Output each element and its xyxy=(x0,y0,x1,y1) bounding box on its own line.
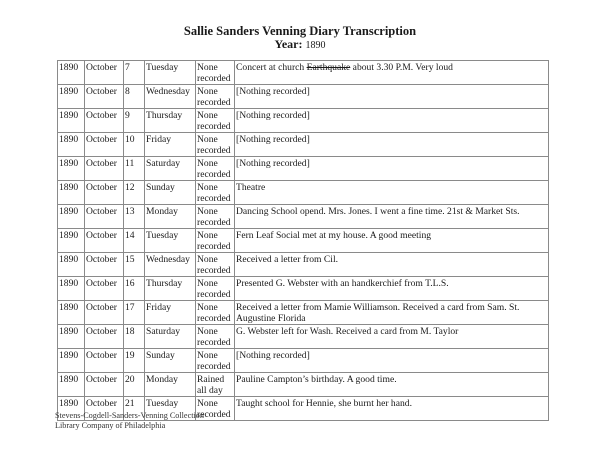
weather-cell: None recorded xyxy=(196,277,235,301)
month-cell: October xyxy=(85,373,124,397)
entry-cell xyxy=(235,61,549,85)
day-cell: 15 xyxy=(124,253,145,277)
month-cell: October xyxy=(85,349,124,373)
day-cell: 7 xyxy=(124,61,145,85)
day-cell: 17 xyxy=(124,301,145,325)
year-cell: 1890 xyxy=(58,229,85,253)
day-cell: 14 xyxy=(124,229,145,253)
month-cell: October xyxy=(85,181,124,205)
weekday-cell: Monday xyxy=(145,373,196,397)
day-cell: 18 xyxy=(124,325,145,349)
table-row xyxy=(58,205,549,229)
weekday-cell: Monday xyxy=(145,205,196,229)
document-subtitle xyxy=(0,38,600,52)
year-cell: 1890 xyxy=(58,349,85,373)
weather-cell: None recorded xyxy=(196,229,235,253)
entry-cell: Taught school for Hennie, she burnt her hand. xyxy=(235,397,549,421)
day-cell: 9 xyxy=(124,109,145,133)
month-cell: October xyxy=(85,229,124,253)
entry-cell: [Nothing recorded] xyxy=(235,157,549,181)
table-row xyxy=(58,61,549,85)
table-row xyxy=(58,85,549,109)
year-cell: 1890 xyxy=(58,109,85,133)
weather-cell: None recorded xyxy=(196,133,235,157)
day-cell: 21 xyxy=(124,397,145,421)
day-cell: 19 xyxy=(124,349,145,373)
table-row xyxy=(58,229,549,253)
struck-text: Earthquake xyxy=(306,62,351,73)
year-cell: 1890 xyxy=(58,181,85,205)
year-cell: 1890 xyxy=(58,301,85,325)
entry-cell: G. Webster left for Wash. Received a card from M. Taylor xyxy=(235,325,549,349)
weather-cell: None recorded xyxy=(196,157,235,181)
weekday-cell: Saturday xyxy=(145,157,196,181)
weekday-cell: Sunday xyxy=(145,349,196,373)
entry-cell: Received a letter from Mamie Williamson. Received a card from Sam. St. Augustine Florida xyxy=(235,301,549,325)
diary-table xyxy=(57,60,549,421)
weather-cell: None recorded xyxy=(196,301,235,325)
document-title: Sallie Sanders Venning Diary Transcription xyxy=(183,24,417,38)
entry-cell: Presented G. Webster with an handkerchief from T.L.S. xyxy=(235,277,549,301)
month-cell: October xyxy=(85,301,124,325)
entry-text: about 3.30 P.M. Very loud xyxy=(350,62,453,73)
weather-cell: None recorded xyxy=(196,61,235,85)
weather-cell: None recorded xyxy=(196,253,235,277)
entry-text: Concert at church xyxy=(236,62,307,73)
library-name: Library Company of Philadelphia xyxy=(55,421,166,430)
table-row xyxy=(58,157,549,181)
entry-cell: Theatre xyxy=(235,181,549,205)
entry-cell: Pauline Campton’s birthday. A good time. xyxy=(235,373,549,397)
weekday-cell: Friday xyxy=(145,133,196,157)
month-cell: October xyxy=(85,397,124,421)
year-cell: 1890 xyxy=(58,373,85,397)
weather-cell: None recorded xyxy=(196,109,235,133)
weekday-cell: Thursday xyxy=(145,109,196,133)
weather-cell: None recorded xyxy=(196,85,235,109)
day-cell: 8 xyxy=(124,85,145,109)
year-cell: 1890 xyxy=(58,397,85,421)
entry-cell: [Nothing recorded] xyxy=(235,349,549,373)
year-cell: 1890 xyxy=(58,205,85,229)
weekday-cell: Tuesday xyxy=(145,397,196,421)
month-cell: October xyxy=(85,325,124,349)
day-cell: 16 xyxy=(124,277,145,301)
month-cell: October xyxy=(85,85,124,109)
year-cell: 1890 xyxy=(58,277,85,301)
weather-cell: None recorded xyxy=(196,349,235,373)
table-row xyxy=(58,277,549,301)
table-row xyxy=(58,325,549,349)
table-row xyxy=(58,253,549,277)
weather-cell: None recorded xyxy=(196,325,235,349)
table-row xyxy=(58,349,549,373)
day-cell: 20 xyxy=(124,373,145,397)
table-row xyxy=(58,133,549,157)
weekday-cell: Sunday xyxy=(145,181,196,205)
entry-cell: Dancing School opend. Mrs. Jones. I went a fine time. 21st & Market Sts. xyxy=(235,205,549,229)
weekday-cell: Wednesday xyxy=(145,253,196,277)
weekday-cell: Saturday xyxy=(145,325,196,349)
month-cell: October xyxy=(85,157,124,181)
collection-credit xyxy=(55,411,204,431)
weather-cell: None recorded xyxy=(196,397,235,421)
weekday-cell: Wednesday xyxy=(145,85,196,109)
entry-cell: Fern Leaf Social met at my house. A good meeting xyxy=(235,229,549,253)
entry-cell: [Nothing recorded] xyxy=(235,85,549,109)
weather-cell: Rained all day xyxy=(196,373,235,397)
month-cell: October xyxy=(85,61,124,85)
month-cell: October xyxy=(85,205,124,229)
year-cell: 1890 xyxy=(58,325,85,349)
year-value: 1890 xyxy=(305,40,326,51)
month-cell: October xyxy=(85,109,124,133)
weather-cell: None recorded xyxy=(196,205,235,229)
table-row xyxy=(58,301,549,325)
weather-cell: None recorded xyxy=(196,181,235,205)
year-label: Year: xyxy=(274,37,303,51)
table-row xyxy=(58,373,549,397)
month-cell: October xyxy=(85,253,124,277)
year-cell: 1890 xyxy=(58,157,85,181)
day-cell: 11 xyxy=(124,157,145,181)
day-cell: 13 xyxy=(124,205,145,229)
weekday-cell: Thursday xyxy=(145,277,196,301)
weekday-cell: Tuesday xyxy=(145,229,196,253)
weekday-cell: Tuesday xyxy=(145,61,196,85)
table-row xyxy=(58,109,549,133)
month-cell: October xyxy=(85,277,124,301)
year-cell: 1890 xyxy=(58,133,85,157)
collection-name: Stevens-Cogdell-Sanders-Venning Collection xyxy=(55,411,204,420)
entry-cell: [Nothing recorded] xyxy=(235,109,549,133)
entry-cell: Received a letter from Cil. xyxy=(235,253,549,277)
day-cell: 12 xyxy=(124,181,145,205)
entry-cell: [Nothing recorded] xyxy=(235,133,549,157)
table-row xyxy=(58,181,549,205)
year-cell: 1890 xyxy=(58,85,85,109)
day-cell: 10 xyxy=(124,133,145,157)
weekday-cell: Friday xyxy=(145,301,196,325)
year-cell: 1890 xyxy=(58,61,85,85)
diary-table-body xyxy=(58,61,549,421)
month-cell: October xyxy=(85,133,124,157)
year-cell: 1890 xyxy=(58,253,85,277)
